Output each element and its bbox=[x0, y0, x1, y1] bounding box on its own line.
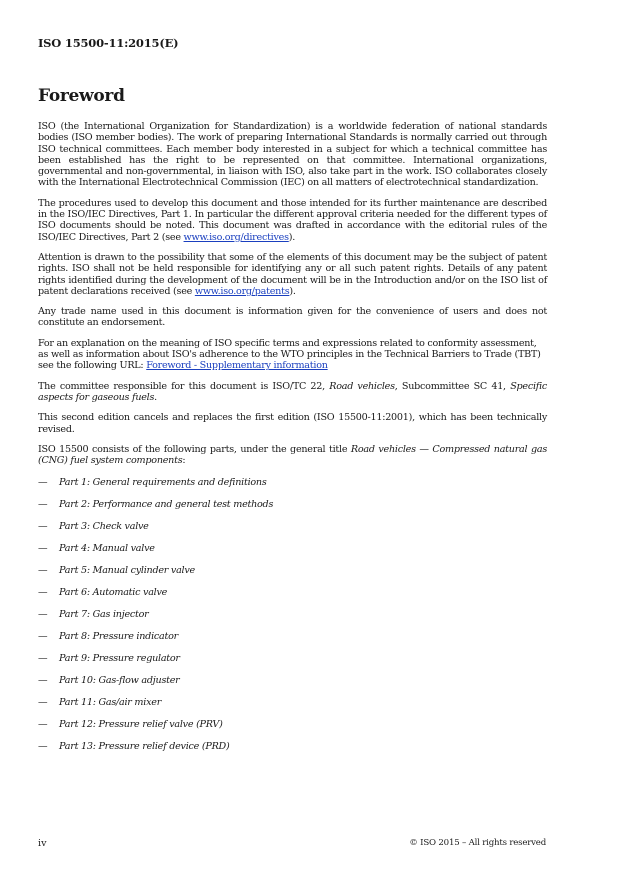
paragraph-parts-intro: ISO 15500 consists of the following parts, under the general title Road vehicles — Compressed natural gas (CNG) fuel system components: bbox=[38, 443, 548, 467]
list-item: — Part 3: Check valve bbox=[38, 521, 547, 543]
em-dash-bullet: — bbox=[38, 565, 48, 577]
paragraph-conformity: For an explanation on the meaning of ISO specific terms and expressions related to conformity assessment, as well as information about ISO's adherence to the WTO principles in the Technical Barriers to Trade (TBT) see the following URL: Foreword - Supplementary information bbox=[38, 337, 541, 372]
foreword-body bbox=[38, 121, 547, 763]
em-dash-bullet: — bbox=[38, 543, 48, 555]
list-item: — Part 10: Gas-flow adjuster bbox=[38, 675, 547, 697]
list-item: — Part 6: Automatic valve bbox=[38, 587, 547, 609]
em-dash-bullet: — bbox=[38, 521, 48, 533]
em-dash-bullet: — bbox=[38, 653, 48, 665]
em-dash-bullet: — bbox=[38, 719, 48, 731]
em-dash-bullet: — bbox=[38, 477, 48, 489]
document-id-header: ISO 15500-11:2015(E) bbox=[38, 36, 179, 50]
directives-link[interactable]: www.iso.org/directives bbox=[183, 231, 289, 243]
em-dash-bullet: — bbox=[38, 587, 48, 599]
em-dash-bullet: — bbox=[38, 499, 48, 511]
list-item: — Part 11: Gas/air mixer bbox=[38, 697, 547, 719]
paragraph-trade-name: Any trade name used in this document is information given for the convenience of users and does not constitute an endorsement. bbox=[38, 306, 547, 329]
page-title: Foreword bbox=[38, 86, 125, 106]
paragraph-committee: The committee responsible for this document is ISO/TC 22, Road vehicles, Subcommittee SC 41, Specific aspects for gaseous fuels. bbox=[38, 380, 548, 403]
em-dash-bullet: — bbox=[38, 675, 48, 687]
list-item: — Part 2: Performance and general test methods bbox=[38, 499, 547, 521]
list-item: — Part 5: Manual cylinder valve bbox=[38, 565, 547, 587]
list-item: — Part 4: Manual valve bbox=[38, 543, 547, 565]
list-item: — Part 9: Pressure regulator bbox=[38, 653, 547, 675]
list-item: — Part 1: General requirements and definitions bbox=[38, 477, 547, 499]
list-item: — Part 12: Pressure relief valve (PRV) bbox=[38, 719, 547, 741]
supplementary-info-link[interactable]: Foreword - Supplementary information bbox=[146, 360, 328, 372]
paragraph-procedures: The procedures used to develop this document and those intended for its further maintenance are described in the ISO/IEC Directives, Part 1. In particular the different approval criteria needed for the different types of ISO documents should be noted. This document was drafted in accordance with the editorial rules of the ISO/IEC Directives, Part 2 (see www.iso.org/directives). bbox=[38, 197, 547, 243]
paragraph-iso-intro: ISO (the International Organization for Standardization) is a worldwide federation of national standards bodies (ISO member bodies). The work of preparing International Standards is normally carried out through ISO technical committees. Each member body interested in a subject for which a technical committee has been established has the right to be represented on that committee. International organizations, governmental and non-governmental, in liaison with ISO, also take part in the work. ISO collaborates closely with the International Electrotechnical Commission (IEC) on all matters of electrotechnical standardization. bbox=[38, 121, 547, 189]
em-dash-bullet: — bbox=[38, 741, 48, 753]
patents-link[interactable]: www.iso.org/patents bbox=[194, 285, 290, 297]
parts-list bbox=[38, 477, 547, 763]
paragraph-patents: Attention is drawn to the possibility that some of the elements of this document may be the subject of patent rights. ISO shall not be held responsible for identifying any or all such patent rights. Details of any patent rights identified during the development of the document will be in the Introduction and/or on the ISO list of patent declarations received (see www.iso.org/patents). bbox=[38, 251, 547, 297]
paragraph-edition: This second edition cancels and replaces the first edition (ISO 15500-11:2001), which has been technically revised. bbox=[38, 412, 547, 435]
page-number: iv bbox=[38, 838, 47, 849]
list-item: — Part 7: Gas injector bbox=[38, 609, 547, 631]
em-dash-bullet: — bbox=[38, 697, 48, 709]
list-item: — Part 13: Pressure relief device (PRD) bbox=[38, 741, 547, 763]
em-dash-bullet: — bbox=[38, 631, 48, 643]
em-dash-bullet: — bbox=[38, 609, 48, 621]
list-item: — Part 8: Pressure indicator bbox=[38, 631, 547, 653]
copyright-notice: © ISO 2015 – All rights reserved bbox=[409, 838, 546, 848]
